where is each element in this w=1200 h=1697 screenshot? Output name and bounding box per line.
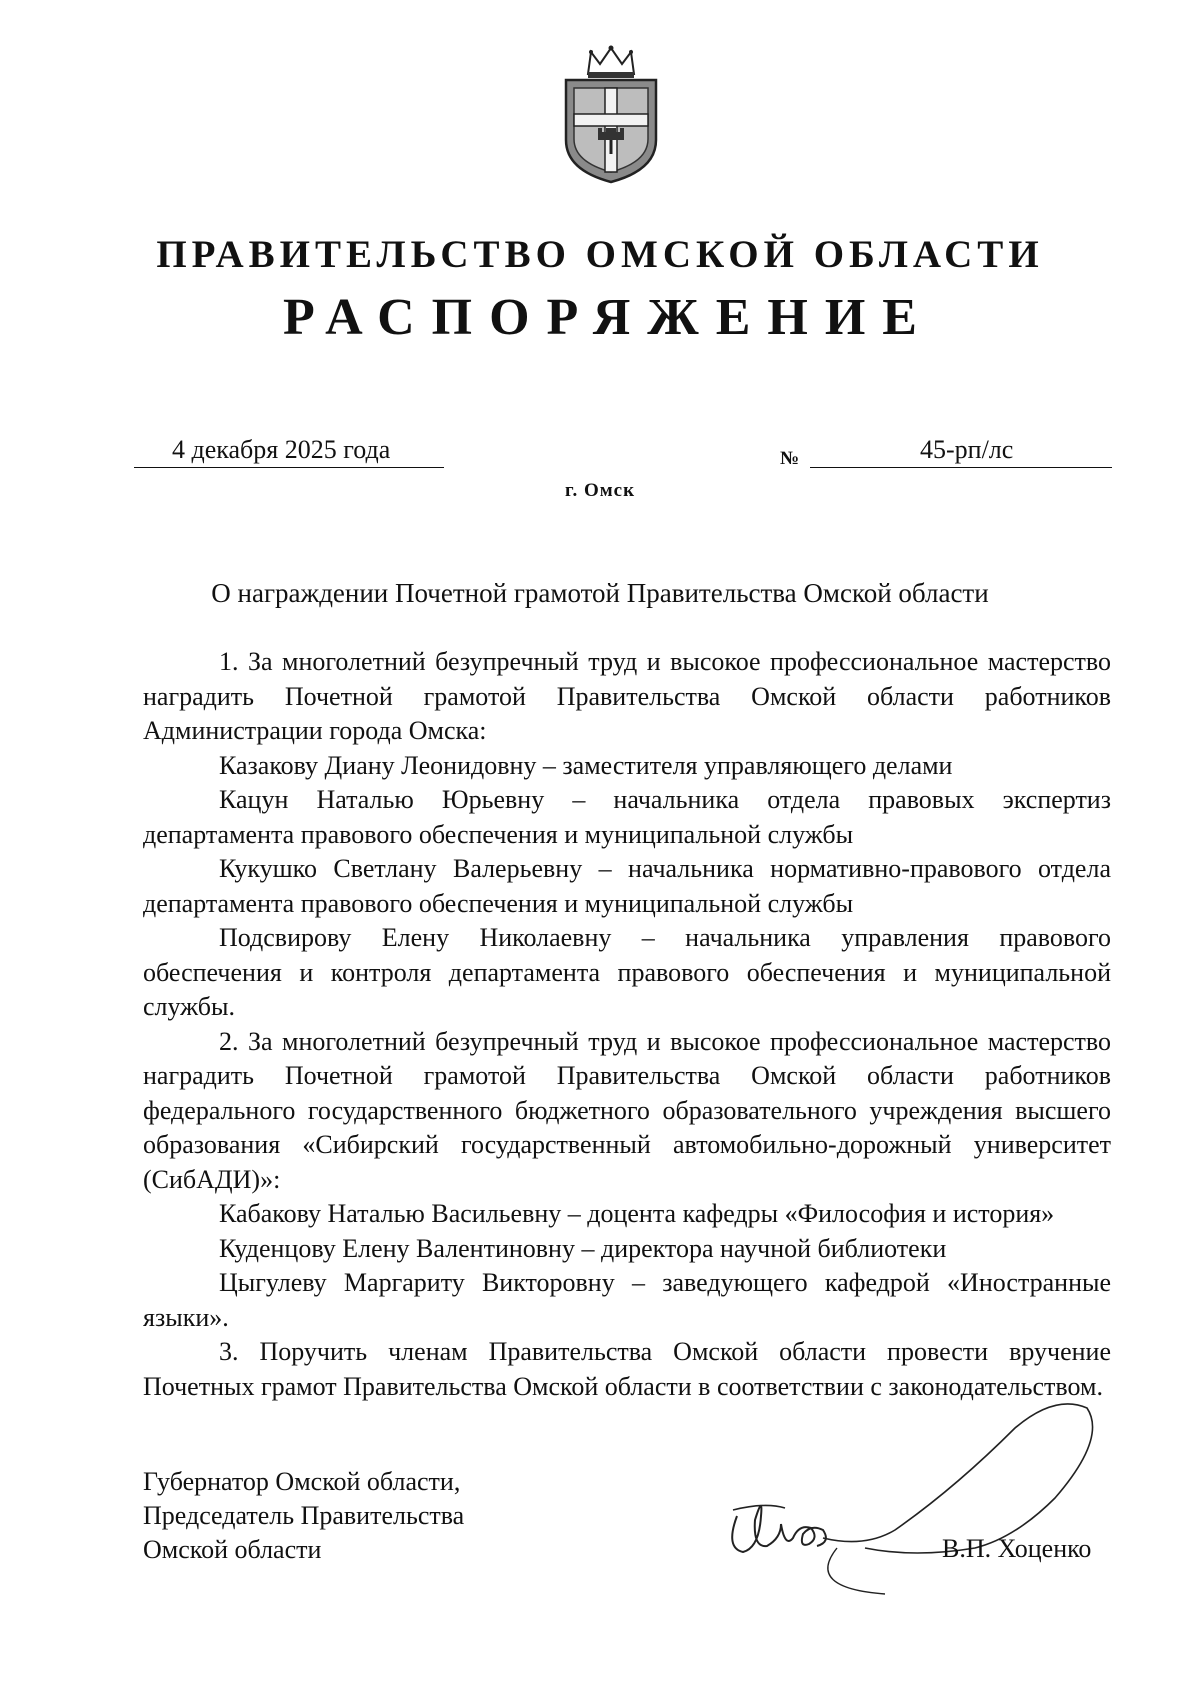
signer-title-line: Губернатор Омской области, — [143, 1467, 461, 1496]
signer-name: В.П. Хоценко — [942, 1534, 1092, 1563]
paragraph: 2. За многолетний безупречный труд и высокое профессиональное мастерство наградить Почетной грамотой Правительства Омской области работников федерального государственного бюджетного образовательного учреждения высшего образования «Сибирский государственный автомобильно-дорожный университет (СибАДИ)»: — [143, 1026, 1111, 1194]
number-field — [810, 435, 1112, 468]
paragraph: Кабакову Наталью Васильевну – доцента кафедры «Философия и история» — [219, 1199, 1055, 1228]
document-body — [143, 645, 1111, 1404]
number-sign: № — [780, 448, 800, 469]
government-title: ПРАВИТЕЛЬСТВО ОМСКОЙ ОБЛАСТИ — [156, 233, 1044, 276]
signer-title-line: Председатель Правительства — [143, 1501, 465, 1530]
paragraph: 3. Поручить членам Правительства Омской области провести вручение Почетных грамот Правительства Омской области в соответствии с законодательством. — [143, 1337, 1111, 1401]
paragraph: 1. За многолетний безупречный труд и высокое профессиональное мастерство наградить Почетной грамотой Правительства Омской области работников Администрации города Омска: — [143, 647, 1111, 745]
document-subject: О награждении Почетной грамотой Правительства Омской области — [211, 578, 989, 608]
date-field — [134, 435, 444, 468]
document-number: 45-рп/лс — [920, 435, 1014, 464]
paragraph: Кацун Наталью Юрьевну – начальника отдела правовых экспертиз департамента правового обеспечения и муниципальной службы — [143, 785, 1111, 849]
signer-title — [143, 1465, 464, 1567]
paragraph: Кукушко Светлану Валерьевну – начальника нормативно-правового отдела департамента правового обеспечения и муниципальной службы — [143, 854, 1111, 918]
paragraph: Казакову Диану Леонидовну – заместителя управляющего делами — [219, 750, 953, 780]
document-type: РАСПОРЯЖЕНИЕ — [283, 289, 934, 346]
document-date: 4 декабря 2025 года — [172, 435, 391, 464]
paragraph: Куденцову Елену Валентиновну – директора научной библиотеки — [219, 1233, 947, 1263]
coat-of-arms-icon — [558, 44, 664, 184]
paragraph: Цыгулеву Маргариту Викторовну – заведующего кафедрой «Иностранные языки». — [143, 1268, 1111, 1332]
signer-title-line: Омской области — [143, 1535, 322, 1564]
city: г. Омск — [564, 480, 636, 501]
paragraph: Подсвирову Елену Николаевну – начальника управления правового обеспечения и контроля департамента правового обеспечения и муниципальной службы. — [143, 923, 1111, 1021]
handwritten-signature — [715, 1398, 1115, 1598]
